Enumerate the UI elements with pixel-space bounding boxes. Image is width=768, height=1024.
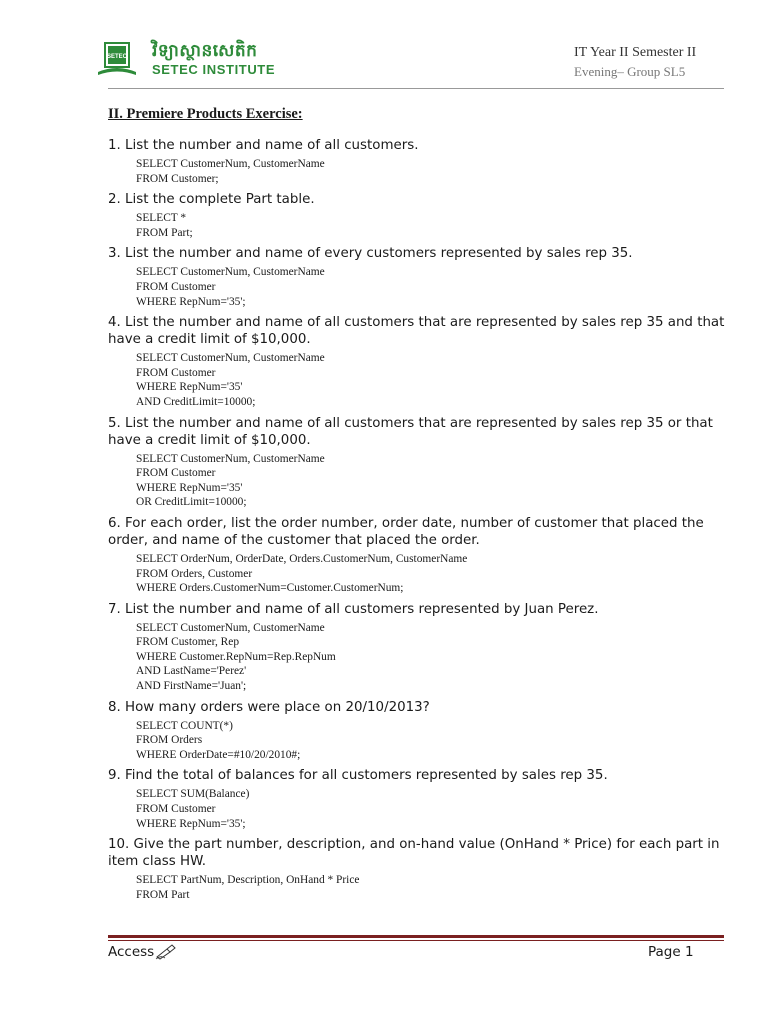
sql-line: SELECT PartNum, Description, OnHand * Price [136,874,360,887]
footer-rule-thick [108,935,724,938]
sql-line: SELECT CustomerNum, CustomerName [136,352,325,365]
course-label: IT Year II Semester II [574,45,697,60]
sql-answer [108,787,728,831]
page-number: Page 1 [648,944,694,960]
page-header [0,0,768,95]
sql-line: FROM Customer; [136,172,219,185]
brand-khmer-name: វិទ្យាស្ថានសេតិក [152,41,258,61]
sql-answer [108,157,728,186]
sql-line: WHERE RepNum='35' [136,481,243,494]
question-text: 5. List the number and name of all customers that are represented by sales rep 35 or that have a credit limit of $10,000. [108,415,713,448]
sql-answer [108,452,728,510]
sql-line: SELECT CustomerNum, CustomerName [136,452,325,465]
question-list [108,137,728,902]
sql-line: FROM Customer, Rep [136,636,240,649]
footer-app-name [108,944,177,960]
sql-answer [108,621,728,694]
sql-line: AND LastName='Perez' [136,665,247,678]
sql-line: FROM Orders [136,734,203,747]
sql-line: WHERE Orders.CustomerNum=Customer.CustomerNum; [136,582,404,595]
question-text: 6. For each order, list the order number, order date, number of customer that placed the order, and name of the customer that placed the order. [108,515,704,548]
sql-line: SELECT SUM(Balance) [136,788,250,801]
sql-line: SELECT CustomerNum, CustomerName [136,621,325,634]
sql-line: OR CreditLimit=10000; [136,496,247,509]
sql-line: FROM Customer [136,280,216,293]
sql-line: WHERE OrderDate=#10/20/2010#; [136,748,301,761]
sql-line: FROM Orders, Customer [136,567,253,580]
sql-line: SELECT COUNT(*) [136,719,233,732]
sql-line: AND FirstName='Juan'; [136,680,247,693]
brand-english-name: SETEC INSTITUTE [152,62,276,77]
sql-line: WHERE Customer.RepNum=Rep.RepNum [136,650,336,663]
question-text: 8. How many orders were place on 20/10/2013? [108,699,430,715]
sql-line: SELECT CustomerNum, CustomerName [136,266,325,279]
sql-answer [108,873,728,902]
sql-line: SELECT * [136,212,187,225]
footer-app-label: Access [108,944,155,960]
pen-icon [155,944,177,960]
header-divider [108,88,724,89]
exercise-content [108,106,728,907]
sql-line: SELECT CustomerNum, CustomerName [136,158,325,170]
question-text: 4. List the number and name of all customers that are represented by sales rep 35 and that have a credit limit of $10,000. [108,315,725,348]
question-text: 1. List the number and name of all customers. [108,138,419,153]
sql-line: WHERE RepNum='35' [136,381,243,394]
sql-line: FROM Customer [136,366,216,379]
sql-line: WHERE RepNum='35'; [136,295,246,308]
svg-text:SETEC: SETEC [106,54,128,60]
question-text: 9. Find the total of balances for all customers represented by sales rep 35. [108,768,608,784]
sql-answer [108,265,728,309]
sql-line: SELECT OrderNum, OrderDate, Orders.CustomerNum, CustomerName [136,552,468,565]
footer-rule-thin [108,940,724,941]
setec-logo-icon [97,40,137,78]
question-text: 10. Give the part number, description, and on-hand value (OnHand * Price) for each part in item class HW. [108,837,720,870]
section-title: II. Premiere Products Exercise: [108,106,303,122]
sql-answer [108,351,728,409]
sql-line: FROM Part; [136,226,193,239]
group-label: Evening– Group SL5 [574,64,686,79]
sql-line: AND CreditLimit=10000; [136,395,256,408]
question-text: 2. List the complete Part table. [108,192,315,208]
sql-line: WHERE RepNum='35'; [136,817,246,830]
sql-line: FROM Customer [136,803,216,816]
sql-answer [108,719,728,763]
question-text: 3. List the number and name of every customers represented by sales rep 35. [108,246,633,262]
sql-line: FROM Customer [136,467,216,480]
sql-line: FROM Part [136,888,190,901]
sql-answer [108,552,728,596]
sql-answer [108,211,728,240]
question-text: 7. List the number and name of all customers represented by Juan Perez. [108,601,599,617]
